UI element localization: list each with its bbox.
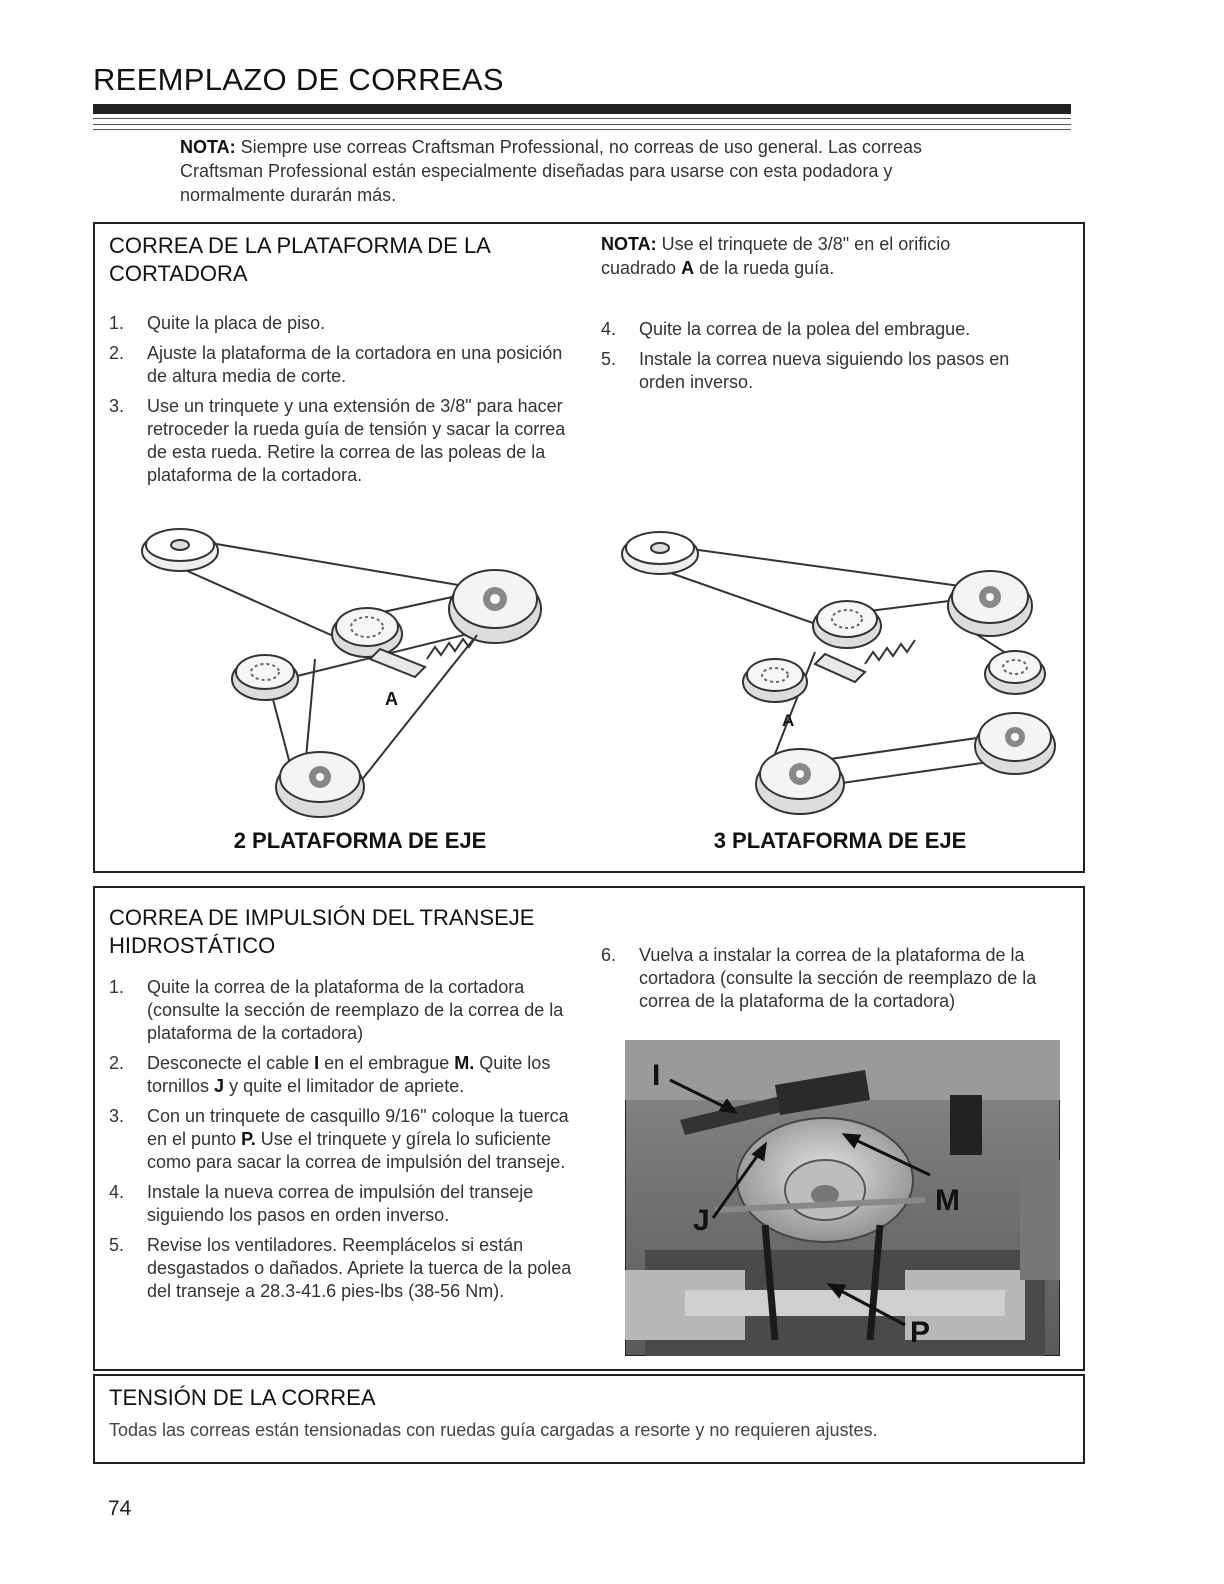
drive-belt-steps-left xyxy=(109,976,574,1310)
list-item: 3. Use un trinquete y una extensión de 3/8" para hacer retroceder la rueda guía de tensión y sacar la correa de esta rueda. Retire la correa de las poleas de la plataforma de la cortadora. xyxy=(109,396,566,485)
idler-pulley-left xyxy=(743,659,807,702)
idler-pulley-top xyxy=(142,529,218,571)
deck-belt-note: NOTA: Use el trinquete de 3/8" en el orificio cuadrado A de la rueda guía. xyxy=(601,234,951,278)
spindle-pulley-bottom xyxy=(276,752,364,817)
spindle-pulley-right-bottom xyxy=(975,713,1055,774)
deck-belt-steps-left xyxy=(109,312,569,494)
label-i: I xyxy=(652,1059,661,1092)
spindle-pulley-right-top xyxy=(948,571,1032,636)
belt-segment xyxy=(655,544,960,586)
label-p: P xyxy=(910,1316,931,1349)
label-m: M xyxy=(935,1184,960,1217)
list-item: 6. Vuelva a instalar la correa de la plataforma de la cortadora (consulte la sección de reemplazo de la correa de la plataforma de la cortadora) xyxy=(601,945,1037,1011)
drive-belt-section xyxy=(93,886,1085,1371)
intro-note xyxy=(180,135,970,207)
two-blade-deck-diagram xyxy=(135,509,585,819)
transaxle-photo xyxy=(625,1040,1060,1356)
callout-a: A xyxy=(385,689,398,709)
belt-segment xyxy=(165,561,340,639)
list-item: 1. Quite la correa de la plataforma de la cortadora (consulte la sección de reemplazo de la correa de la plataforma de la cortadora) xyxy=(109,977,564,1043)
drive-belt-heading: CORREA DE IMPULSIÓN DEL TRANSEJE HIDROSTÁTICO xyxy=(109,905,535,958)
spindle-pulley-bottom xyxy=(756,749,844,814)
idler-pulley-center xyxy=(813,601,881,648)
title-rule-thin xyxy=(93,129,1071,130)
callout-a: A xyxy=(782,711,795,730)
idler-pulley-right-mid xyxy=(985,651,1045,694)
deck-belt-section xyxy=(93,222,1085,873)
spindle-pulley-right xyxy=(449,570,541,643)
idler-pulley-top xyxy=(622,532,698,574)
rectangular-opening xyxy=(950,1095,982,1155)
tension-heading: TENSIÓN DE LA CORREA xyxy=(109,1385,376,1410)
figure-left-caption: 2 PLATAFORMA DE EJE xyxy=(233,828,487,853)
tension-section xyxy=(93,1374,1085,1464)
page-number: 74 xyxy=(108,1497,132,1520)
list-item: 4. Quite la correa de la polea del embrague. xyxy=(601,319,971,339)
list-item: 3. Con un trinquete de casquillo 9/16" coloque la tuerca en el punto P. Use el trinquete y gírela lo suficiente como para sacar la correa de impulsión del transeje. xyxy=(109,1106,569,1172)
drive-belt-steps-right xyxy=(601,944,1066,1020)
list-item: 5. Revise los ventiladores. Reemplácelos si están desgastados o dañados. Apriete la tuerca de la polea del transeje a 28.3-41.6 pies-lbs (38-56 Nm). xyxy=(109,1235,572,1301)
figure-right-caption: 3 PLATAFORMA DE EJE xyxy=(713,828,967,853)
label-j: J xyxy=(693,1204,710,1237)
tension-arm xyxy=(815,640,915,682)
belt-segment xyxy=(175,537,470,587)
idler-pulley-center xyxy=(332,608,402,657)
idler-pulley-left xyxy=(232,655,298,700)
title-rule xyxy=(93,104,1071,114)
intro-note-label: NOTA: xyxy=(180,137,236,157)
page-title: REEMPLAZO DE CORREAS xyxy=(93,62,504,97)
tension-text: Todas las correas están tensionadas con ruedas guía cargadas a resorte y no requieren ajustes. xyxy=(109,1420,878,1440)
list-item: 4. Instale la nueva correa de impulsión del transeje siguiendo los pasos en orden inverso. xyxy=(109,1182,534,1225)
deck-belt-steps-right xyxy=(601,318,1051,401)
three-blade-deck-diagram xyxy=(615,514,1065,824)
title-rule-thin xyxy=(93,118,1071,119)
list-item: 2. Desconecte el cable I en el embrague M. Quite los tornillos J y quite el limitador de apriete. xyxy=(109,1053,551,1096)
deck-belt-heading: CORREA DE LA PLATAFORMA DE LA CORTADORA xyxy=(109,233,490,286)
title-rule-thin xyxy=(93,124,1071,125)
intro-note-text: Siempre use correas Craftsman Professional, no correas de uso general. Las correas Craftsman Professional están especialmente diseñadas para usarse con esta podadora y normalmente durarán más. xyxy=(180,137,922,205)
list-item: 5. Instale la correa nueva siguiendo los pasos en orden inverso. xyxy=(601,349,1010,392)
list-item: 2. Ajuste la plataforma de la cortadora en una posición de altura media de corte. xyxy=(109,343,563,386)
list-item: 1. Quite la placa de piso. xyxy=(109,313,326,333)
